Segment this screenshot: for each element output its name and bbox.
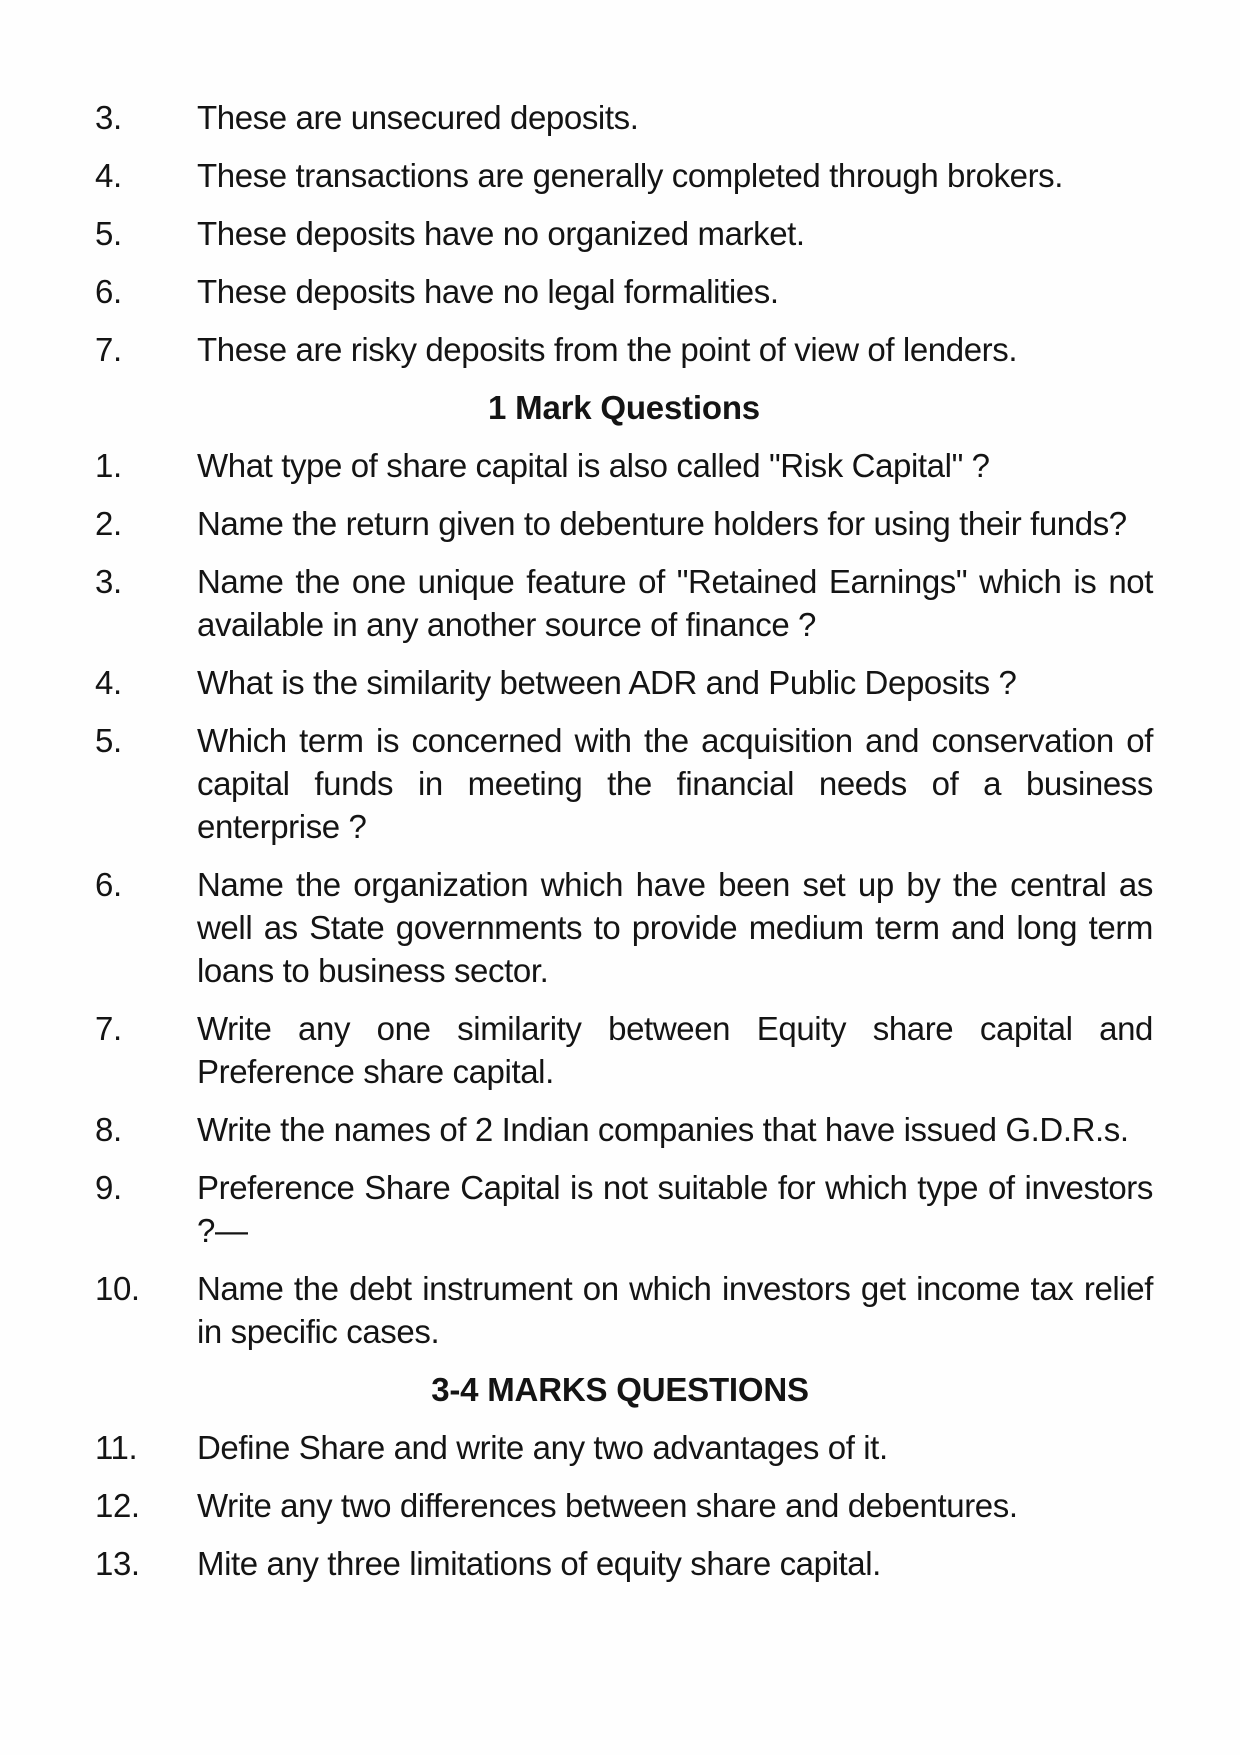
list-item: [0, 212, 1240, 255]
question-item: [0, 863, 1240, 992]
list-item: [0, 270, 1240, 313]
item-number: 7.: [95, 331, 122, 368]
question-number: 6.: [95, 866, 122, 903]
question-number: 9.: [95, 1169, 122, 1206]
item-text: These are unsecured deposits.: [197, 99, 639, 136]
question-item: [0, 1108, 1240, 1151]
question-item: [0, 1484, 1240, 1527]
question-item: [0, 502, 1240, 545]
list-item: [0, 328, 1240, 371]
question-text: Mite any three limitations of equity share capital.: [197, 1545, 881, 1582]
question-item: [0, 1007, 1240, 1093]
question-text: Name the one unique feature of "Retained Earnings" which is not available in any another source of finance ?: [197, 563, 1153, 643]
question-item: [0, 1166, 1240, 1252]
question-number: 1.: [95, 447, 122, 484]
question-item: [0, 661, 1240, 704]
item-text: These transactions are generally completed through brokers.: [197, 157, 1064, 194]
question-number: 7.: [95, 1010, 122, 1047]
question-number: 11.: [95, 1429, 138, 1466]
list-item: [0, 96, 1240, 139]
section-heading-one-mark: 1 Mark Questions: [488, 389, 760, 426]
question-number: 5.: [95, 722, 122, 759]
question-number: 8.: [95, 1111, 122, 1148]
question-number: 2.: [95, 505, 122, 542]
question-text: What type of share capital is also called "Risk Capital" ?: [197, 447, 990, 484]
question-text: Define Share and write any two advantages of it.: [197, 1429, 888, 1466]
item-text: These deposits have no legal formalities.: [197, 273, 779, 310]
item-text: These are risky deposits from the point of view of lenders.: [197, 331, 1018, 368]
item-text: These deposits have no organized market.: [197, 215, 805, 252]
question-item: [0, 1542, 1240, 1585]
question-text: Name the debt instrument on which investors get income tax relief in specific cases.: [197, 1270, 1153, 1350]
question-number: 3.: [95, 563, 122, 600]
question-text: Write any two differences between share and debentures.: [197, 1487, 1018, 1524]
question-text: Which term is concerned with the acquisition and conservation of capital funds in meeting the financial needs of a business enterprise ?: [197, 722, 1153, 845]
question-text: What is the similarity between ADR and Public Deposits ?: [197, 664, 1017, 701]
question-number: 12.: [95, 1487, 140, 1524]
question-item: [0, 560, 1240, 646]
item-number: 5.: [95, 215, 122, 252]
question-item: [0, 1426, 1240, 1469]
list-item: [0, 154, 1240, 197]
question-item: [0, 444, 1240, 487]
question-item: [0, 1267, 1240, 1353]
question-number: 13.: [95, 1545, 140, 1582]
section-heading-three-four-marks: 3-4 MARKS QUESTIONS: [431, 1371, 809, 1408]
question-text: Name the organization which have been set up by the central as well as State governments to provide medium term and long term loans to business sector.: [197, 866, 1153, 989]
item-number: 3.: [95, 99, 122, 136]
question-text: Write any one similarity between Equity share capital and Preference share capital.: [197, 1010, 1153, 1090]
item-number: 4.: [95, 157, 122, 194]
question-text: Name the return given to debenture holders for using their funds?: [197, 505, 1127, 542]
question-item: [0, 719, 1240, 848]
question-number: 10.: [95, 1270, 140, 1307]
question-text: Write the names of 2 Indian companies that have issued G.D.R.s.: [197, 1111, 1129, 1148]
item-number: 6.: [95, 273, 122, 310]
question-text: Preference Share Capital is not suitable for which type of investors ?—: [197, 1169, 1153, 1249]
question-number: 4.: [95, 664, 122, 701]
